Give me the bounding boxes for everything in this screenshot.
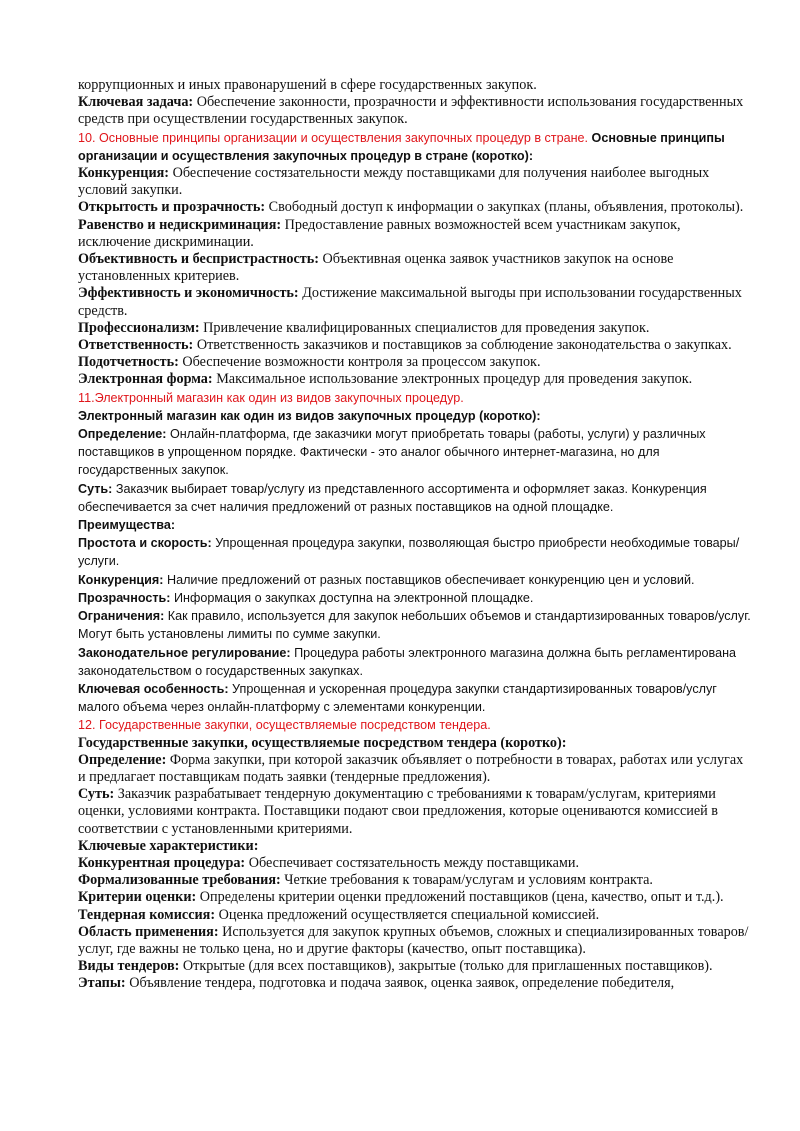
principle-label: Конкуренция: (78, 165, 170, 182)
feature-label: Область применения: (78, 923, 219, 940)
section-10-heading-red: 10. Основные принципы организации и осуществления закупочных процедур в стране. (78, 130, 589, 145)
principle-text: Ответственность заказчиков и поставщиков за соблюдение законодательства о закупках. (193, 337, 732, 354)
feature-item (78, 924, 754, 958)
key-task-label: Ключевая задача: (78, 94, 194, 111)
principle-text: Обеспечение возможности контроля за процессом закупок. (178, 354, 541, 371)
advantage-text: Процедура работы электронного магазина должна быть регламентирована законодательством о государственных закупках. (78, 645, 737, 678)
advantage-text: Информация о закупках доступна на электронной площадке. (170, 590, 534, 605)
feature-label: Критерии оценки: (78, 889, 197, 906)
essence-label: Суть: (78, 786, 115, 803)
advantage-label: Прозрачность: (78, 590, 171, 605)
feature-text: Четкие требования к товарам/услугам и условиям контракта. (280, 872, 653, 889)
key-task-paragraph (78, 94, 754, 128)
principle-item (78, 251, 754, 285)
essence-text: Заказчик выбирает товар/услугу из представленного ассортимента и оформляет заказ. Конкуренция обеспечивается за счет наличия предложений от разных поставщиков на одной площадке. (78, 481, 707, 514)
feature-label: Конкурентная процедура: (78, 854, 246, 871)
principle-item (78, 199, 754, 216)
advantage-text: Как правило, используется для закупок небольших объемов и стандартизированных товаров/услуг. Могут быть установлены лимиты по сумме закупки. (78, 609, 751, 642)
document-page (78, 77, 754, 993)
section-10-heading (78, 129, 754, 165)
advantage-label: Конкуренция: (78, 572, 164, 587)
advantage-text: Наличие предложений от разных поставщиков обеспечивает конкуренцию цен и условий. (163, 572, 695, 587)
principle-text: Максимальное использование электронных процедур для проведения закупок. (212, 371, 693, 388)
feature-text: Оценка предложений осуществляется специальной комиссией. (215, 906, 600, 923)
feature-item (78, 872, 754, 889)
section-11-heading-bold: Электронный магазин как один из видов закупочных процедур (коротко): (78, 408, 541, 423)
features-heading: Ключевые характеристики: (78, 837, 259, 854)
principle-item (78, 337, 754, 354)
principle-text: Достижение максимальной выгоды при использовании государственных средств. (78, 285, 742, 319)
section-11-definition (78, 425, 754, 480)
principle-item (78, 217, 754, 251)
feature-item (78, 855, 754, 872)
definition-text: Форма закупки, при которой заказчик объявляет о потребности в товарах, работах или услугах и предлагает поставщикам подать заявки (тендерные предложения). (78, 751, 744, 785)
feature-text: Используется для закупок крупных объемов, сложных и специализированных товаров/услуг, где важны не только цена, но и другие факторы (качество, опыт поставщика). (78, 923, 749, 957)
principle-label: Объективность и беспристрастность: (78, 251, 319, 268)
section-11-essence (78, 480, 754, 516)
section-10-heading-bold: Основные принципы организации и осуществления закупочных процедур в стране (коротко): (78, 130, 725, 163)
feature-item (78, 975, 754, 992)
feature-item (78, 958, 754, 975)
advantage-label: Ключевая особенность: (78, 681, 229, 696)
principle-label: Открытость и прозрачность: (78, 199, 266, 216)
feature-text: Объявление тендера, подготовка и подача заявок, оценка заявок, определение победителя, (125, 975, 675, 992)
advantages-heading: Преимущества: (78, 518, 176, 533)
principle-item (78, 285, 754, 319)
principle-item (78, 320, 754, 337)
essence-text: Заказчик разрабатывает тендерную документацию с требованиями к товарам/услугам, критериями оценки, условиями контракта. Поставщики подают свои предложения, которые оцениваются комиссией в соответствии с установленными критериями. (78, 786, 718, 837)
section-12-heading-bold: Государственные закупки, осуществляемые посредством тендера (коротко): (78, 734, 567, 751)
feature-text: Определены критерии оценки предложений поставщиков (цена, качество, опыт и т.д.). (196, 889, 724, 906)
advantage-label: Простота и скорость: (78, 536, 212, 551)
feature-item (78, 907, 754, 924)
advantage-item (78, 589, 754, 607)
principle-label: Подотчетность: (78, 354, 179, 371)
principle-text: Обеспечение состязательности между поставщиками для получения наиболее выгодных условий закупки. (78, 165, 710, 199)
advantage-text: Упрощенная процедура закупки, позволяющая быстро приобрести необходимые товары/услуги. (78, 536, 740, 569)
principle-text: Объективная оценка заявок участников закупок на основе установленных критериев. (78, 251, 674, 285)
section-12-heading-red: 12. Государственные закупки, осуществляемые посредством тендера. (78, 718, 491, 733)
principle-label: Электронная форма: (78, 371, 213, 388)
key-task-text: Обеспечение законности, прозрачности и эффективности использования государственных средств при осуществлении государственных закупок. (78, 94, 744, 128)
definition-label: Определение: (78, 427, 167, 442)
advantage-item (78, 644, 754, 680)
advantage-item (78, 607, 754, 643)
section-11-heading-red: 11.Электронный магазин как один из видов закупочных процедур. (78, 390, 464, 405)
principle-item (78, 354, 754, 371)
principle-label: Профессионализм: (78, 319, 200, 336)
feature-label: Формализованные требования: (78, 872, 281, 889)
feature-label: Виды тендеров: (78, 958, 180, 975)
principle-label: Ответственность: (78, 337, 194, 354)
advantage-text: Упрощенная и ускоренная процедура закупки стандартизированных товаров/услуг малого объема через онлайн-платформу с элементами конкуренции. (78, 681, 717, 715)
feature-text: Обеспечивает состязательность между поставщиками. (245, 854, 580, 871)
principle-text: Предоставление равных возможностей всем участникам закупок, исключение дискриминации. (78, 216, 681, 250)
essence-label: Суть: (78, 481, 113, 496)
principle-item (78, 371, 754, 388)
advantage-item (78, 680, 754, 716)
principle-text: Привлечение квалифицированных специалистов для проведения закупок. (199, 319, 650, 336)
feature-text: Открытые (для всех поставщиков), закрытые (только для приглашенных поставщиков). (179, 958, 713, 975)
principle-label: Эффективность и экономичность: (78, 285, 299, 302)
intro-paragraph: коррупционных и иных правонарушений в сфере государственных закупок. (78, 77, 537, 93)
principle-label: Равенство и недискриминация: (78, 216, 282, 233)
definition-text: Онлайн-платформа, где заказчики могут приобретать товары (работы, услуги) у различных поставщиков в упрощенном порядке. Фактически - это аналог обычного интернет-магазина, но для государственных закупок. (78, 427, 706, 478)
feature-item (78, 889, 754, 906)
advantage-label: Ограничения: (78, 609, 165, 624)
feature-label: Этапы: (78, 975, 126, 992)
principle-text: Свободный доступ к информации о закупках (планы, объявления, протоколы). (265, 199, 744, 216)
advantage-label: Законодательное регулирование: (78, 645, 291, 660)
section-12-definition (78, 752, 754, 786)
feature-label: Тендерная комиссия: (78, 906, 216, 923)
advantage-item (78, 571, 754, 589)
definition-label: Определение: (78, 751, 167, 768)
advantage-item (78, 534, 754, 570)
principle-item (78, 165, 754, 199)
section-12-essence (78, 786, 754, 838)
